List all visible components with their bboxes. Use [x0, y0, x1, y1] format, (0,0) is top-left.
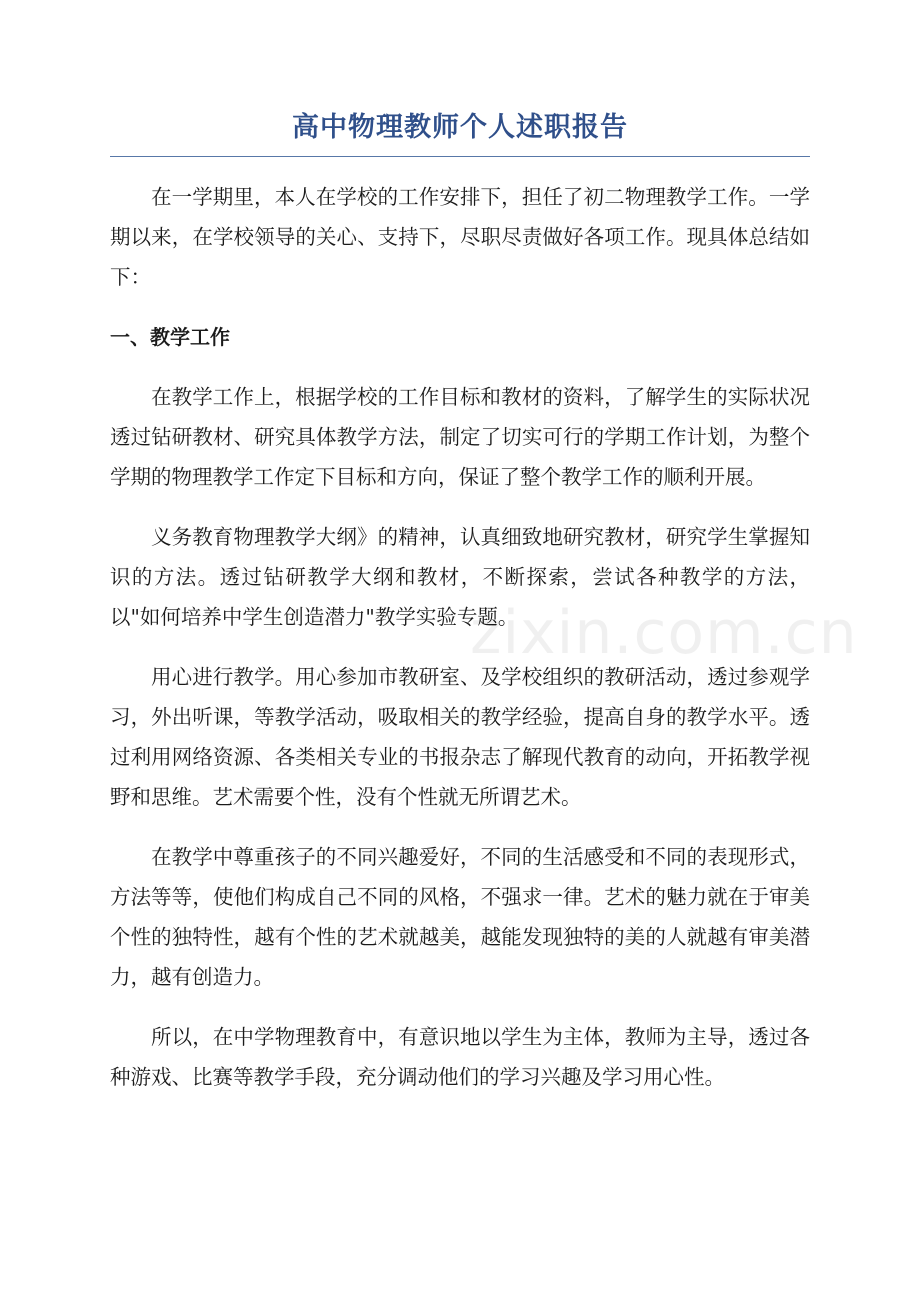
- document-title: 高中物理教师个人述职报告: [292, 112, 628, 143]
- body-paragraph: 用心进行教学。用心参加市教研室、及学校组织的教研活动，透过参观学习，外出听课，等教学活动，吸取相关的教学经验，提高自身的教学水平。透过利用网络资源、各类相关专业的书报杂志了解现代教育的动向，开拓教学视野和思维。艺术需要个性，没有个性就无所谓艺术。: [110, 665, 810, 809]
- watermark: zixin.com.cn: [470, 598, 858, 668]
- title-underline: [110, 156, 810, 157]
- section-heading: 一、教学工作: [110, 325, 230, 349]
- body-paragraph: 在教学中尊重孩子的不同兴趣爱好，不同的生活感受和不同的表现形式，方法等等，使他们构成自己不同的风格，不强求一律。艺术的魅力就在于审美个性的独特性，越有个性的艺术就越美，越能发现独特的美的人就越有审美潜力，越有创造力。: [110, 845, 810, 989]
- body-paragraph: 在教学工作上，根据学校的工作目标和教材的资料，了解学生的实际状况透过钻研教材、研究具体教学方法，制定了切实可行的学期工作计划，为整个学期的物理教学工作定下目标和方向，保证了整个教学工作的顺利开展。: [110, 385, 810, 489]
- body-paragraph: 义务教育物理教学大纲》的精神，认真细致地研究教材，研究学生掌握知识的方法。透过钻研教学大纲和教材，不断探索，尝试各种教学的方法，以"如何培养中学生创造潜力"教学实验专题。: [110, 525, 810, 629]
- document-page: [110, 110, 810, 1117]
- body-paragraph: 所以，在中学物理教育中，有意识地以学生为主体，教师为主导，透过各种游戏、比赛等教学手段，充分调动他们的学习兴趣及学习用心性。: [110, 1025, 810, 1089]
- intro-paragraph: 在一学期里，本人在学校的工作安排下，担任了初二物理教学工作。一学期以来，在学校领导的关心、支持下，尽职尽责做好各项工作。现具体总结如下：: [110, 185, 810, 289]
